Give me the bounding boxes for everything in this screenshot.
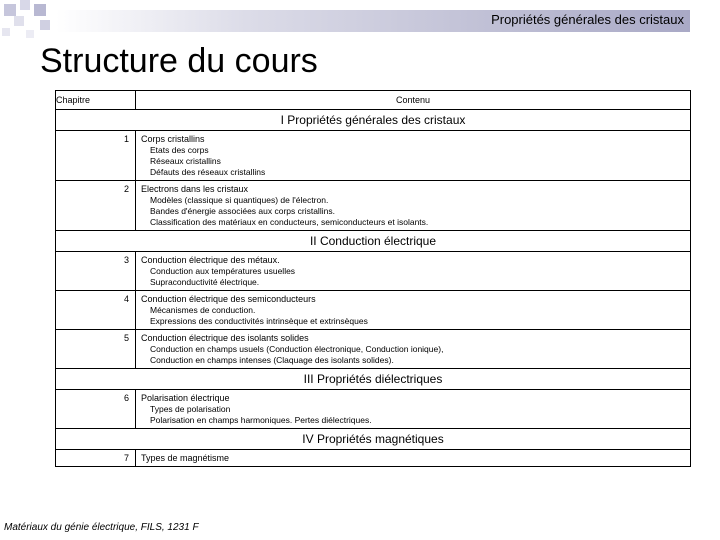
chapter-row bbox=[56, 181, 691, 231]
section-title: I Propriétés générales des cristaux bbox=[56, 110, 691, 131]
chapter-subitem: Etats des corps bbox=[150, 145, 209, 155]
column-header-chapter: Chapitre bbox=[56, 91, 136, 110]
chapter-number: 6 bbox=[56, 390, 136, 429]
chapter-subitem: Réseaux cristallins bbox=[150, 156, 221, 166]
chapter-content bbox=[136, 131, 691, 181]
chapter-number: 3 bbox=[56, 252, 136, 291]
chapter-content bbox=[136, 450, 691, 467]
chapter-row bbox=[56, 291, 691, 330]
chapter-content bbox=[136, 252, 691, 291]
chapter-row bbox=[56, 450, 691, 467]
footer-text: Matériaux du génie électrique, FILS, 1231 F bbox=[4, 522, 199, 533]
chapter-row bbox=[56, 131, 691, 181]
header-title: Propriétés générales des cristaux bbox=[491, 12, 684, 27]
chapter-subitem: Conduction aux températures usuelles bbox=[150, 266, 296, 276]
chapter-title: Electrons dans les cristaux bbox=[141, 184, 249, 194]
chapter-title: Polarisation électrique bbox=[141, 393, 230, 403]
chapter-row bbox=[56, 330, 691, 369]
column-header-content: Contenu bbox=[136, 91, 691, 110]
chapter-title: Conduction électrique des semiconducteurs bbox=[141, 294, 316, 304]
chapter-number: 4 bbox=[56, 291, 136, 330]
chapter-subitem: Mécanismes de conduction. bbox=[150, 305, 256, 315]
chapter-subitem: Conduction en champs intenses (Claquage des isolants solides). bbox=[150, 355, 394, 365]
chapter-content bbox=[136, 291, 691, 330]
chapter-subitem: Conduction en champs usuels (Conduction électronique, Conduction ionique), bbox=[150, 344, 444, 354]
chapter-subitem: Bandes d'énergie associées aux corps cristallins. bbox=[150, 206, 335, 216]
chapter-number: 7 bbox=[56, 450, 136, 467]
chapter-content bbox=[136, 181, 691, 231]
chapter-subitem: Types de polarisation bbox=[150, 404, 231, 414]
chapter-row bbox=[56, 252, 691, 291]
section-row bbox=[56, 429, 691, 450]
chapter-title: Corps cristallins bbox=[141, 134, 205, 144]
chapter-row bbox=[56, 390, 691, 429]
section-title: II Conduction électrique bbox=[56, 231, 691, 252]
chapter-content bbox=[136, 330, 691, 369]
section-row bbox=[56, 110, 691, 131]
chapter-subitem: Polarisation en champs harmoniques. Pertes diélectriques. bbox=[150, 415, 372, 425]
chapter-subitem: Expressions des conductivités intrinsèque et extrinsèques bbox=[150, 316, 368, 326]
course-structure-table bbox=[55, 90, 691, 467]
section-title: IV Propriétés magnétiques bbox=[56, 429, 691, 450]
chapter-title: Types de magnétisme bbox=[141, 453, 230, 463]
section-row bbox=[56, 369, 691, 390]
chapter-title: Conduction électrique des métaux. bbox=[141, 255, 280, 265]
chapter-title: Conduction électrique des isolants solides bbox=[141, 333, 309, 343]
chapter-subitem: Classification des matériaux en conducteurs, semiconducteurs et isolants. bbox=[150, 217, 429, 227]
section-row bbox=[56, 231, 691, 252]
table-header-row bbox=[56, 91, 691, 110]
section-title: III Propriétés diélectriques bbox=[56, 369, 691, 390]
chapter-subitem: Défauts des réseaux cristallins bbox=[150, 167, 266, 177]
chapter-content bbox=[136, 390, 691, 429]
chapter-subitem: Supraconductivité électrique. bbox=[150, 277, 260, 287]
chapter-subitem: Modèles (classique si quantiques) de l'électron. bbox=[150, 195, 329, 205]
page-title: Structure du cours bbox=[40, 42, 318, 80]
chapter-number: 1 bbox=[56, 131, 136, 181]
table-body bbox=[56, 110, 691, 467]
chapter-number: 5 bbox=[56, 330, 136, 369]
chapter-number: 2 bbox=[56, 181, 136, 231]
